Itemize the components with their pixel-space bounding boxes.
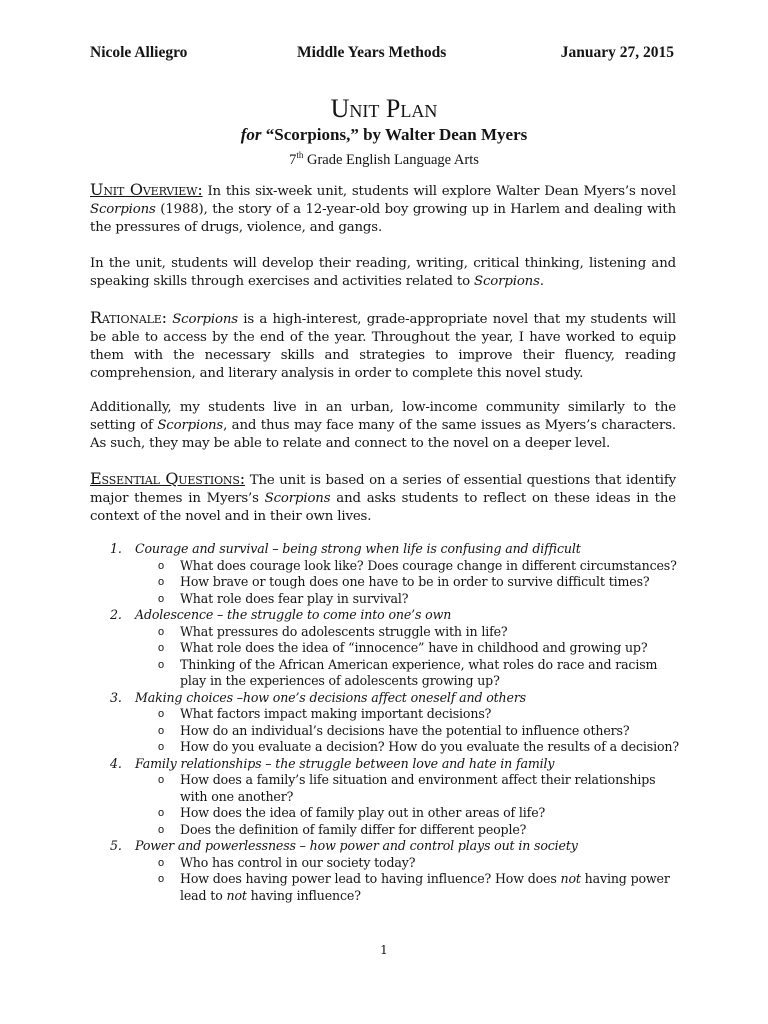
emphasis-not: not	[560, 871, 581, 886]
document-title	[0, 94, 768, 124]
novel-title: Scorpions	[90, 202, 156, 217]
theme-text: Making choices –how one’s decisions affect oneself and others	[135, 689, 526, 705]
document-date: January 27, 2015	[560, 44, 674, 61]
overview-paragraph-2	[90, 255, 676, 291]
sub-question-text: having power lead to	[180, 871, 670, 903]
title-initial-1: U	[330, 94, 350, 123]
page-header	[0, 44, 768, 66]
theme-text: Family relationships – the struggle between love and hate in family	[135, 755, 555, 771]
theme-number: 2.	[110, 607, 122, 622]
bullet-icon: o	[158, 576, 164, 588]
novel-title: Scorpions	[172, 312, 238, 327]
sub-question-text: How does the idea of family play out in other areas of life?	[180, 805, 546, 820]
theme-text: Power and powerlessness – how power and control plays out in society	[135, 838, 578, 853]
rationale-text: is a high-interest, grade-appropriate novel that my students will be able to access by the end of the year. Throughout the year, I have worked to equip them with the necessary skills and strategies to improve their fluency, reading comprehension, and literary analysis in order to complete this novel study.	[90, 312, 677, 381]
novel-title: Scorpions	[157, 418, 224, 433]
rationale-heading: Rationale:	[90, 308, 167, 327]
bullet-icon: o	[158, 625, 164, 638]
rationale-p2-text-b: , and thus may face many of the same issues as Myers’s characters. As such, they may be able to relate and connect to the novel on a deeper level.	[90, 418, 676, 451]
rationale-paragraph-1	[90, 309, 676, 383]
document-subtitle	[0, 124, 768, 146]
overview-p2-text-a: In the unit, students will develop their reading, writing, critical thinking, listening and speaking skills through exercises and activities related to	[90, 256, 676, 289]
author-name: Nicole Alliegro	[90, 44, 188, 61]
grade-suffix: th	[296, 150, 304, 160]
bullet-icon: o	[158, 856, 164, 869]
sub-question	[110, 871, 680, 904]
sub-question	[110, 772, 680, 805]
question-theme	[110, 756, 680, 773]
sub-question-text: having influence?	[246, 887, 361, 903]
bullet-icon: o	[158, 658, 164, 671]
bullet-icon: o	[158, 559, 164, 572]
sub-question	[110, 706, 680, 723]
sub-question-text: What pressures do adolescents struggle with in life?	[180, 623, 508, 639]
grade-line	[0, 145, 768, 170]
question-theme	[110, 541, 680, 558]
sub-question-text: What role does the idea of “innocence” have in childhood and growing up?	[180, 640, 648, 655]
subtitle-text: “Scorpions,” by Walter Dean Myers	[261, 125, 528, 144]
bullet-icon: o	[158, 708, 164, 720]
sub-question	[110, 558, 680, 575]
sub-question-text: How do an individual’s decisions have the potential to influence others?	[180, 722, 630, 738]
essential-questions-list	[110, 541, 680, 904]
overview-text-a: In this six-week unit, students will explore Walter Dean Myers’s novel	[202, 184, 676, 199]
title-rest-2: lan	[400, 94, 438, 123]
grade-number: 7	[289, 151, 297, 168]
sub-question-text: Who has control in our society today?	[180, 854, 416, 870]
overview-p2-text-b: .	[539, 274, 544, 289]
sub-question	[110, 574, 680, 591]
sub-question	[110, 723, 680, 740]
sub-question-text: How do you evaluate a decision? How do you evaluate the results of a decision?	[180, 739, 679, 754]
novel-title: Scorpions	[264, 491, 331, 506]
bullet-icon: o	[158, 807, 164, 819]
sub-question-text: How brave or tough does one have to be in order to survive difficult times?	[180, 574, 650, 589]
sub-question	[110, 822, 680, 839]
theme-number: 5.	[110, 838, 122, 853]
bullet-icon: o	[158, 774, 164, 786]
question-theme	[110, 838, 680, 855]
sub-question	[110, 657, 680, 690]
sub-question	[110, 739, 680, 756]
title-rest-1: nit	[349, 94, 380, 123]
question-theme	[110, 607, 680, 624]
theme-number: 3.	[110, 689, 122, 705]
essential-text-a: The unit is based on a series of essential questions that identify major themes in Myers’s	[90, 473, 676, 506]
theme-number: 1.	[110, 541, 122, 556]
essential-text-b: and asks students to reflect on these ideas in the context of the novel and in their own lives.	[90, 491, 676, 524]
title-initial-2: P	[385, 94, 401, 123]
bullet-icon: o	[158, 741, 164, 753]
course-name: Middle Years Methods	[297, 44, 447, 61]
bullet-icon: o	[158, 642, 164, 654]
question-theme	[110, 690, 680, 707]
bullet-icon: o	[158, 724, 164, 737]
bullet-icon: o	[158, 823, 164, 836]
sub-question	[110, 640, 680, 657]
essential-questions-intro	[90, 470, 676, 526]
essential-questions-heading: Essential Questions:	[90, 469, 246, 488]
sub-question	[110, 591, 680, 608]
overview-paragraph-1	[90, 181, 676, 237]
theme-number: 4.	[110, 755, 122, 771]
sub-question-text: What does courage look like? Does courage change in different circumstances?	[180, 557, 677, 573]
sub-question	[110, 805, 680, 822]
sub-question-text: How does a family’s life situation and environment affect their relationships with one another?	[180, 772, 656, 804]
page-number: 1	[380, 943, 388, 957]
overview-heading: Unit Overview:	[90, 180, 203, 199]
bullet-icon: o	[158, 592, 164, 605]
sub-question-text: Thinking of the African American experience, what roles do race and racism play in the experiences of adolescents growing up?	[180, 656, 658, 688]
bullet-icon: o	[158, 873, 164, 885]
subtitle-for: for	[240, 125, 262, 144]
emphasis-not: not	[226, 887, 247, 903]
sub-question-text: Does the definition of family differ for different people?	[180, 821, 527, 837]
novel-title: Scorpions	[474, 274, 540, 289]
sub-question	[110, 624, 680, 641]
sub-question-text: How does having power lead to having influence? How does	[180, 871, 561, 886]
sub-question	[110, 855, 680, 872]
overview-text-b: (1988), the story of a 12-year-old boy growing up in Harlem and dealing with the pressures of drugs, violence, and gangs.	[90, 202, 676, 235]
grade-text: Grade English Language Arts	[303, 151, 479, 168]
rationale-paragraph-2	[90, 399, 676, 453]
sub-question-text: What role does fear play in survival?	[180, 590, 409, 606]
theme-text: Courage and survival – being strong when life is confusing and difficult	[135, 541, 581, 556]
sub-question-text: What factors impact making important decisions?	[180, 706, 492, 721]
theme-text: Adolescence – the struggle to come into one’s own	[135, 607, 452, 622]
rationale-p2-text-a: Additionally, my students live in an urban, low-income community similarly to the setting of	[90, 400, 676, 433]
